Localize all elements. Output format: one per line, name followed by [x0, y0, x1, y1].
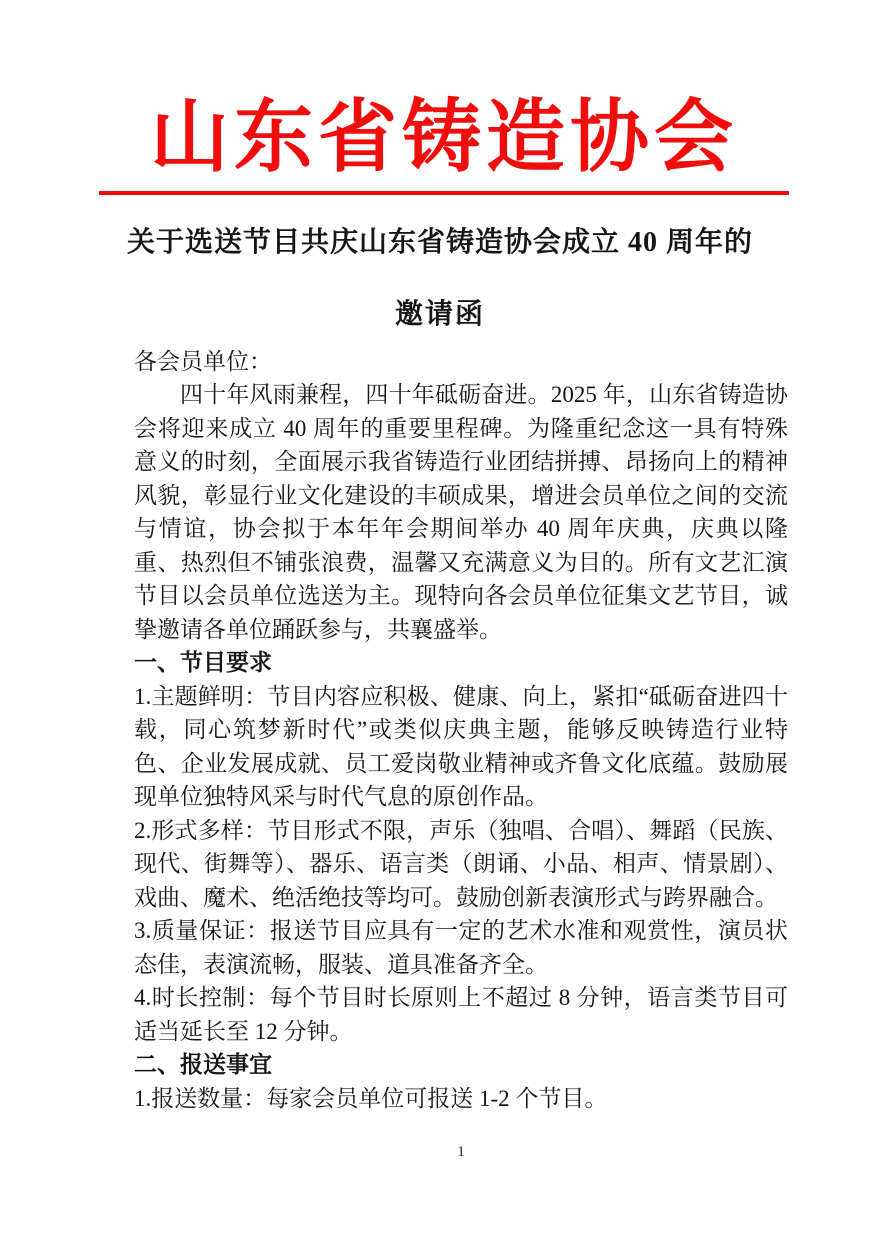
- section-heading-program-requirements: 一、节目要求: [134, 650, 272, 676]
- document-title-line1: 关于选送节目共庆山东省铸造协会成立 40 周年的: [126, 226, 753, 258]
- letterhead-org-name: 山东省铸造协会: [150, 95, 738, 182]
- item-theme: 1.主题鲜明：节目内容应积极、健康、向上，紧扣“砥砺奋进四十载，同心筑梦新时代”或类似庆典主题，能够反映铸造行业特色、企业发展成就、员工爱岗敬业精神或齐鲁文化底蕴。鼓励展现单位独特风采与时代气息的原创作品。: [134, 683, 788, 810]
- item-submission-quantity: 1.报送数量：每家会员单位可报送 1-2 个节目。: [134, 1085, 608, 1111]
- section-heading-submission: 二、报送事宜: [134, 1052, 272, 1078]
- letterhead-divider-rule: [99, 191, 789, 195]
- item-duration: 4.时长控制：每个节目时长原则上不超过 8 分钟，语言类节目可适当延长至 12 分钟。: [134, 985, 788, 1044]
- letterhead: [99, 96, 789, 195]
- item-quality: 3.质量保证：报送节目应具有一定的艺术水准和观赏性，演员状态佳，表演流畅，服装、道具准备齐全。: [134, 918, 788, 977]
- intro-paragraph: 四十年风雨兼程，四十年砥砺奋进。2025 年，山东省铸造协会将迎来成立 40 周年的重要里程碑。为隆重纪念这一具有特殊意义的时刻，全面展示我省铸造行业团结拼搏、昂扬向上的精神风貌，彰显行业文化建设的丰硕成果，增进会员单位之间的交流与情谊，协会拟于本年年会期间举办 40 周年庆典，庆典以隆重、热烈但不铺张浪费，温馨又充满意义为目的。所有文艺汇演节目以会员单位选送为主。现特向各会员单位征集文艺节目，诚挚邀请各单位踊跃参与，共襄盛举。: [134, 382, 788, 642]
- letter-body: [134, 345, 788, 1116]
- salutation: 各会员单位：: [134, 348, 272, 374]
- page-number: 1: [457, 1144, 465, 1160]
- item-format: 2.形式多样：节目形式不限，声乐（独唱、合唱）、舞蹈（民族、现代、街舞等）、器乐、语言类（朗诵、小品、相声、情景剧）、戏曲、魔术、绝活绝技等均可。鼓励创新表演形式与跨界融合。: [134, 817, 788, 910]
- document-title-line2: 邀请函: [394, 298, 485, 330]
